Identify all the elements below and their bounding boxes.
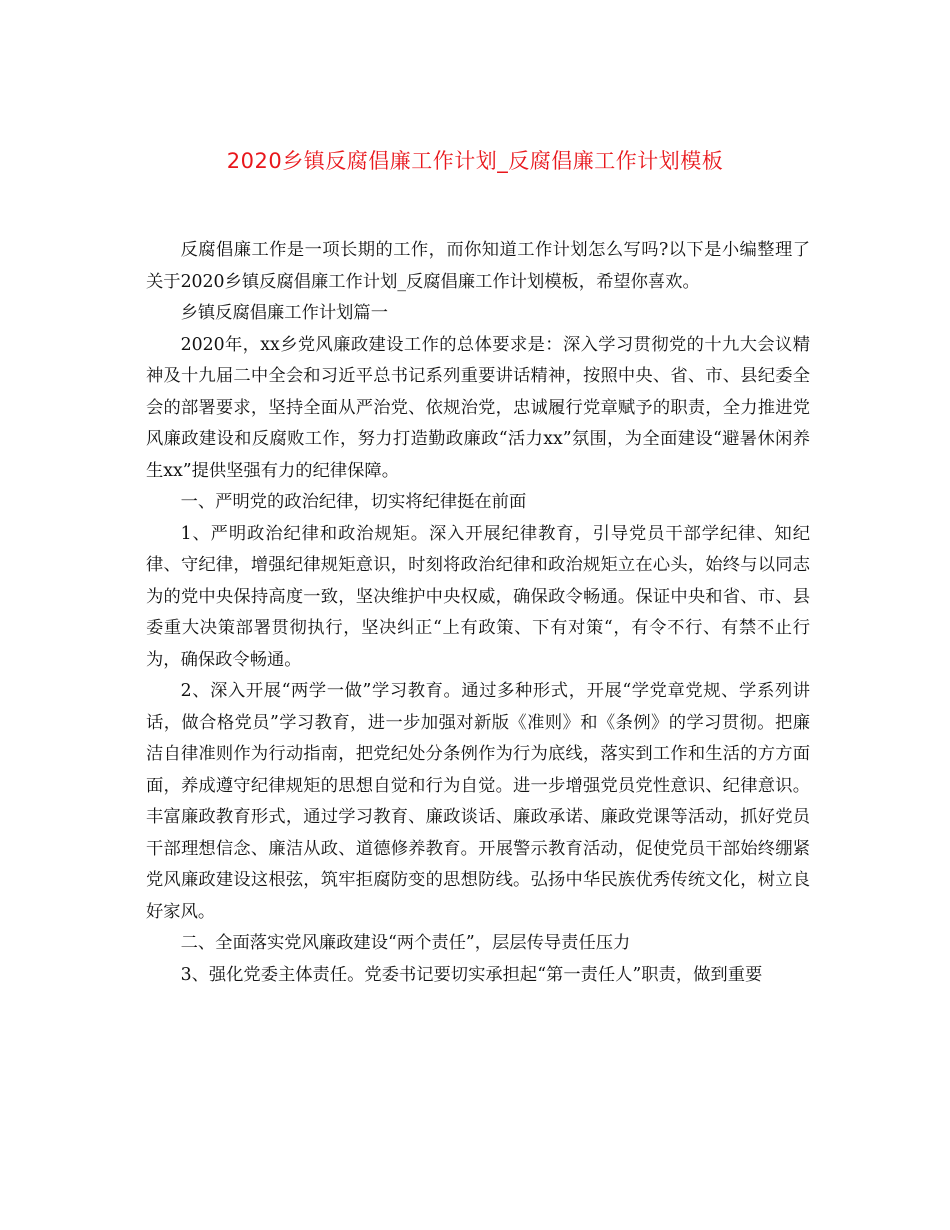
paragraph-item-3: 3、强化党委主体责任。党委书记要切实承担起“第一责任人”职责，做到重要 [180,964,763,985]
paragraph-item-2: 2、深入开展“两学一做”学习教育。通过多种形式，开展“学党章党规、学系列讲话，做合格党员”学习教育，进一步加强对新版《准则》和《条例》的学习贯彻。把廉洁自律准则作为行动指南，把党纪处分条例作为行为底线，落实到工作和生活的方方面面，养成遵守纪律规矩的思想自觉和行为自觉。进一步增强党员党性意识、纪律意识。丰富廉政教育形式，通过学习教育、廉政谈话、廉政承诺、廉政党课等活动，抓好党员干部理想信念、廉洁从政、道德修养教育。开展警示教育活动，促使党员干部始终绷紧党风廉政建设这根弦，筑牢拒腐防变的思想防线。弘扬中华民族优秀传统文化，树立良好家风。 [146,681,810,922]
paragraph-item-1: 1、严明政治纪律和政治规矩。深入开展纪律教育，引导党员干部学纪律、知纪律、守纪律，增强纪律规矩意识，时刻将政治纪律和政治规矩立在心头，始终与以同志为的党中央保持高度一致，坚决维护中央权威，确保政令畅通。保证中央和省、市、县委重大决策部署贯彻执行，坚决纠正“上有政策、下有对策“，有令不行、有禁不止行为，确保政令畅通。 [146,523,810,670]
paragraph-heading-two: 二、全面落实党风廉政建设“两个责任”，层层传导责任压力 [180,933,631,953]
paragraph-heading-one: 一、严明党的政治纪律，切实将纪律挺在前面 [180,492,527,512]
paragraph-intro: 反腐倡廉工作是一项长期的工作，而你知道工作计划怎么写吗?以下是小编整理了关于2020乡镇反腐倡廉工作计划_反腐倡廉工作计划模板，希望你喜欢。 [146,240,810,292]
paragraph-overview: 2020年，xx乡党风廉政建设工作的总体要求是：深入学习贯彻党的十九大会议精神及十九届二中全会和习近平总书记系列重要讲话精神，按照中央、省、市、县纪委全会的部署要求，坚持全面从严治党、依规治党，忠诚履行党章赋予的职责，全力推进党风廉政建设和反腐败工作，努力打造勤政廉政“活力xx”氛围，为全面建设“避暑休闲养生xx”提供坚强有力的纪律保障。 [146,334,810,481]
paragraph-section-heading: 乡镇反腐倡廉工作计划篇一 [180,303,388,323]
document-title: 2020乡镇反腐倡廉工作计划_反腐倡廉工作计划模板 [226,149,724,173]
document-body [146,235,810,991]
